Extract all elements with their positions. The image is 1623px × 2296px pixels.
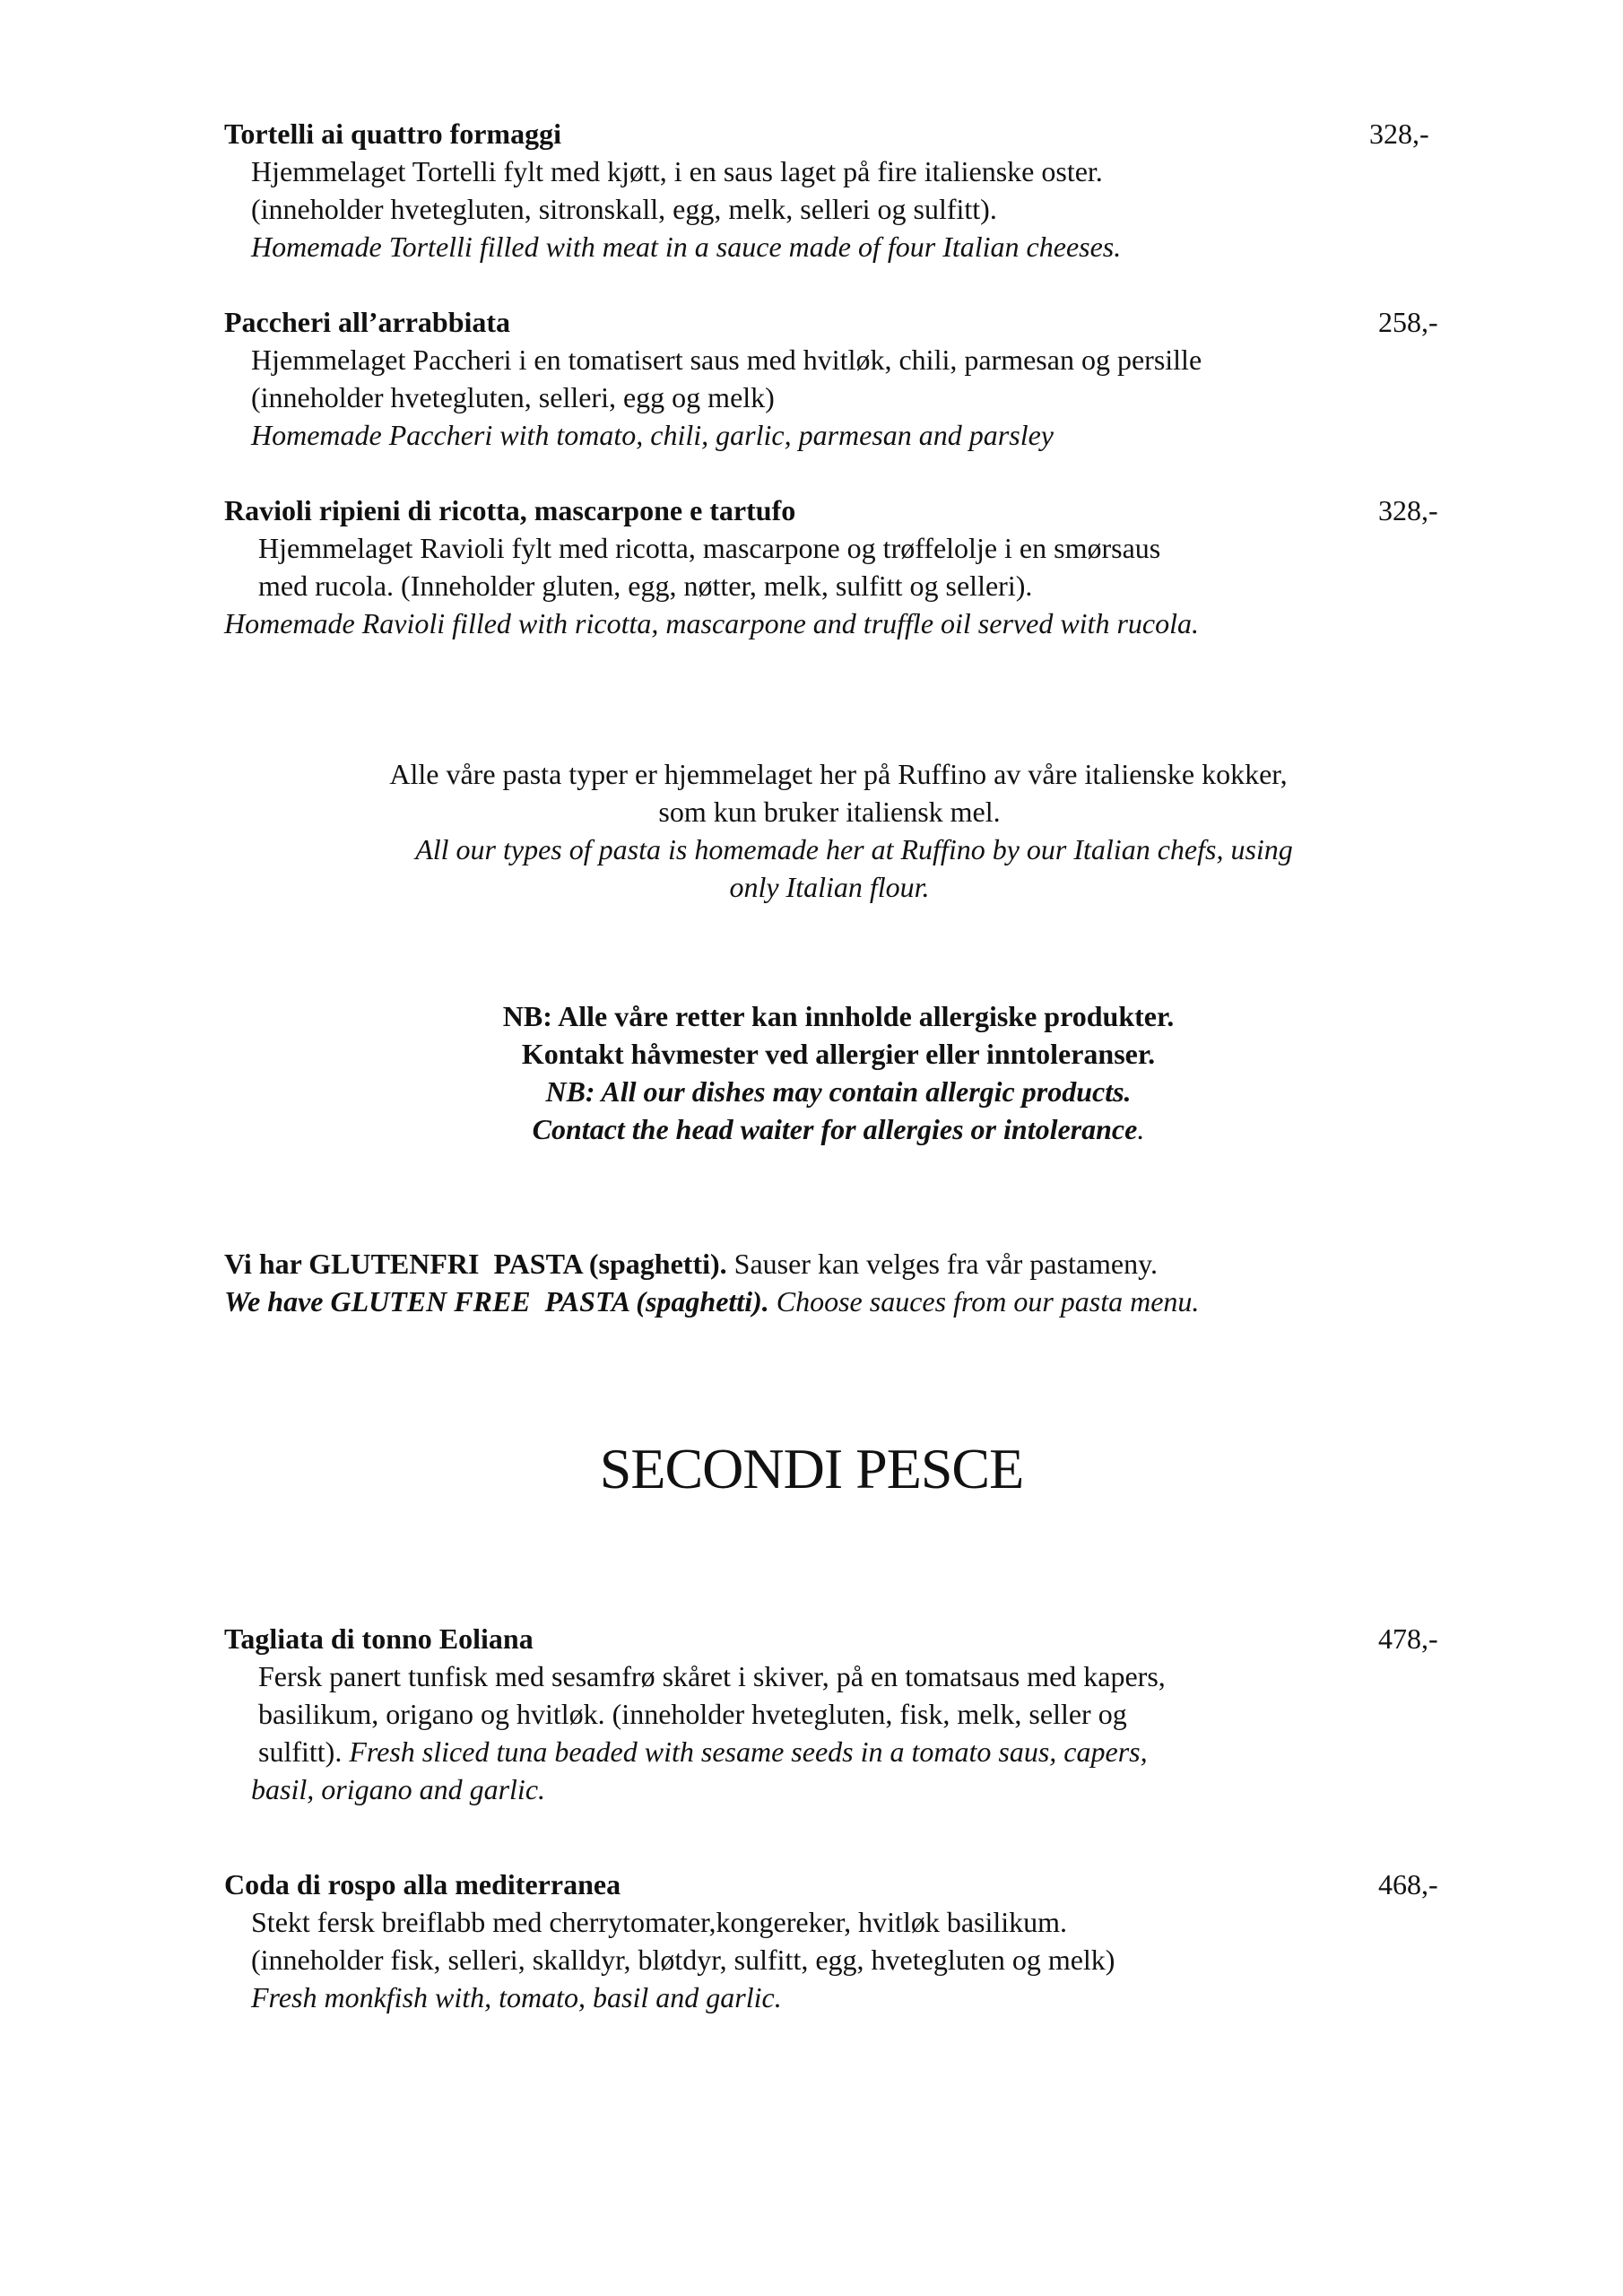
dish-name: Tortelli ai quattro formaggi [224,117,561,150]
gluten-free-text-no: Sauser kan velges fra vår pastameny. [726,1248,1159,1280]
gluten-free-note [224,1245,1480,1320]
note-line-en: All our types of pasta is homemade her at Ruffino by our Italian chefs, using [415,833,1293,865]
dish-description-no: Stekt fersk breiflabb med cherrytomater,kongereker, hvitløk basilikum. [251,1906,1068,1938]
menu-item-header [224,1866,1462,1903]
dish-allergens-end: sulfitt). [258,1735,350,1768]
dish-price: 328,- [1369,117,1429,150]
dish-price: 478,- [1378,1622,1438,1655]
dish-description-en: Fresh monkfish with, tomato, basil and garlic. [251,1981,782,2013]
dish-name: Coda di rospo alla mediterranea [224,1868,621,1900]
note-line-no: Alle våre pasta typer er hjemmelaget her på Ruffino av våre italienske kokker, [389,758,1288,790]
dish-description-no: med rucola. (Inneholder gluten, egg, nøtter, melk, sulfitt og selleri). [258,570,1033,602]
dish-name: Ravioli ripieni di ricotta, mascarpone e tartufo [224,494,796,526]
gluten-free-line-en [224,1283,1480,1320]
dish-description-en: Homemade Ravioli filled with ricotta, mascarpone and truffle oil served with rucola. [224,607,1199,639]
gluten-free-emphasis-no: Vi har GLUTENFRI PASTA (spaghetti). [224,1248,727,1280]
note-line-en: only Italian flour. [729,871,930,903]
gluten-free-line-no [224,1245,1480,1283]
dish-allergens: (inneholder hvetegluten, sitronskall, egg, melk, selleri og sulfitt). [251,193,997,225]
dish-price: 328,- [1378,494,1438,526]
allergy-line-en: NB: All our dishes may contain allergic products. [545,1075,1132,1108]
allergy-line-en [0,1110,1623,1148]
dish-allergens: (inneholder fisk, selleri, skalldyr, bløtdyr, sulfitt, egg, hvetegluten og melk) [251,1944,1115,1976]
pasta-homemade-note [0,755,1623,906]
dish-allergens: (inneholder hvetegluten, selleri, egg og melk) [251,381,775,413]
gluten-free-emphasis-en: We have GLUTEN FREE PASTA (spaghetti). [224,1285,769,1318]
dish-description-en: basil, origano and garlic. [251,1773,546,1805]
allergy-line-en-period: . [1137,1113,1145,1145]
dish-description-no: Hjemmelaget Ravioli fylt med ricotta, mascarpone og trøffelolje i en smørsaus [258,532,1161,564]
menu-item-tonno [224,1620,1462,1808]
note-line-no: som kun bruker italiensk mel. [658,796,1001,828]
menu-item-header [224,115,1462,152]
dish-description-mixed [224,1733,1462,1770]
menu-item-tortelli [224,115,1462,265]
menu-item-paccheri [224,303,1462,454]
menu-item-rospo [224,1866,1462,2016]
dish-price: 468,- [1378,1868,1438,1900]
dish-description-no: basilikum, origano og hvitløk. (inneholder hvetegluten, fisk, melk, seller og [258,1698,1127,1730]
menu-item-header [224,1620,1462,1657]
allergy-line-no: NB: Alle våre retter kan innholde allergiske produkter. [502,1000,1175,1032]
dish-description-en: Homemade Tortelli filled with meat in a sauce made of four Italian cheeses. [251,230,1122,263]
dish-name: Tagliata di tonno Eoliana [224,1622,534,1655]
allergy-line-en-text: Contact the head waiter for allergies or intolerance [532,1113,1138,1145]
allergy-line-no: Kontakt håvmester ved allergier eller inntoleranser. [521,1038,1156,1070]
allergy-note [0,997,1623,1148]
dish-description-no: Hjemmelaget Paccheri i en tomatisert saus med hvitløk, chili, parmesan og persille [251,344,1202,376]
dish-description-no: Hjemmelaget Tortelli fylt med kjøtt, i en saus laget på fire italienske oster. [251,155,1103,187]
menu-item-header [224,303,1462,341]
dish-description-en: Homemade Paccheri with tomato, chili, garlic, parmesan and parsley [251,419,1054,451]
dish-description-no: Fersk panert tunfisk med sesamfrø skåret i skiver, på en tomatsaus med kapers, [258,1660,1166,1692]
dish-name: Paccheri all’arrabbiata [224,306,511,338]
menu-item-header [224,491,1462,529]
dish-price: 258,- [1378,306,1438,338]
section-title: SECONDI PESCE [599,1437,1024,1500]
menu-item-ravioli [224,491,1462,642]
gluten-free-text-en: Choose sauces from our pasta menu. [768,1285,1200,1318]
dish-description-en: Fresh sliced tuna beaded with sesame seeds in a tomato saus, capers, [349,1735,1148,1768]
